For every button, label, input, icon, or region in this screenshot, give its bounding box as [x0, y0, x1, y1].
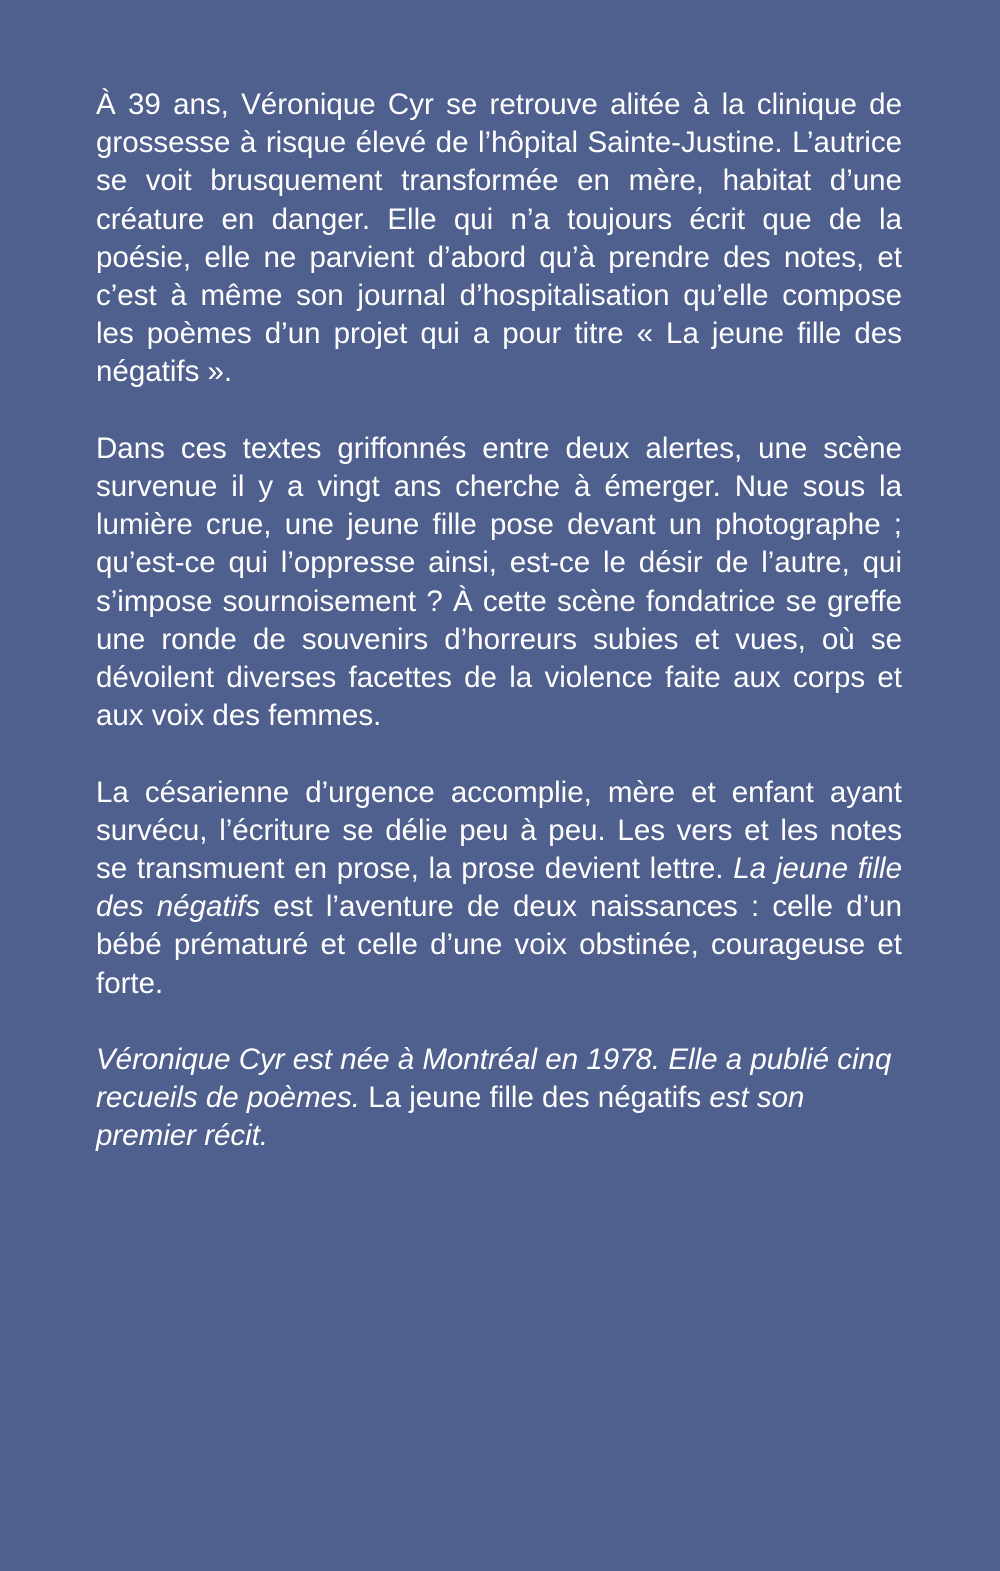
summary-paragraph-3-body: La césarienne d’urgence accomplie, mère et enfant ayant survécu, l’écriture se délie peu à peu. Les vers et les notes se transmuent en prose, la prose devient lettre.: [96, 775, 902, 886]
author-bio-book-title: La jeune fille des négatifs: [368, 1081, 702, 1115]
book-title-reference: La jeune fille des négatifs: [96, 852, 902, 924]
back-cover-text: [96, 86, 902, 1156]
author-bio-intro: Véronique Cyr est née à Montréal en 1978. Elle a publié cinq recueils de poèmes.: [96, 1043, 892, 1115]
summary-paragraph-2: Dans ces textes griffonnés entre deux alertes, une scène survenue il y a vingt ans cherche à émerger. Nue sous la lumière crue, une jeune fille pose devant un photographe ; qu’est-ce qui l’oppresse ainsi, est-ce le désir de l’autre, qui s’impose sournoisement ? À cette scène fondatrice se greffe une ronde de souvenirs d’horreurs subies et vues, où se dévoilent diverses facettes de la violence faite aux corps et aux voix des femmes.: [96, 431, 902, 733]
summary-paragraph-3: [96, 774, 902, 1003]
summary-paragraph-1: À 39 ans, Véronique Cyr se retrouve alitée à la clinique de grossesse à risque élevé de l’hôpital Sainte-Justine. L’autrice se voit brusquement transformée en mère, habitat d’une créature en danger. Elle qui n’a toujours écrit que de la poésie, elle ne parvient d’abord qu’à prendre des notes, et c’est à même son journal d’hospitalisation qu’elle compose les poèmes d’un projet qui a pour titre « La jeune fille des négatifs ».: [96, 88, 902, 389]
author-bio: [96, 1041, 902, 1156]
summary-paragraph-3-ending: est l’aventure de deux naissances : celle d’un bébé prématuré et celle d’une voix obstinée, courageuse et forte.: [96, 890, 902, 1000]
author-bio-ending: est son premier récit.: [96, 1081, 805, 1153]
